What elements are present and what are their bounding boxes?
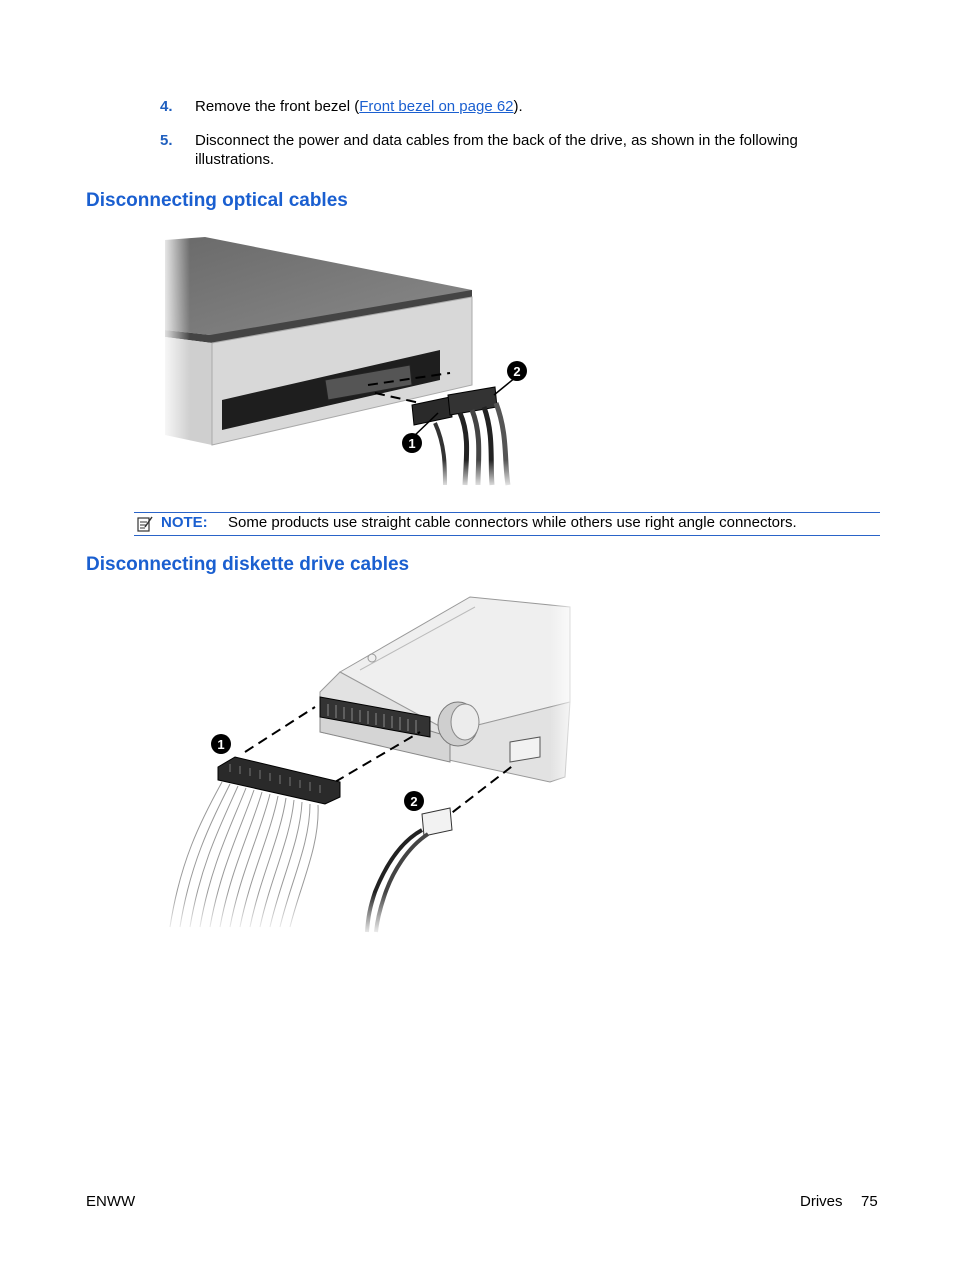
section-heading-diskette: Disconnecting diskette drive cables: [86, 554, 410, 575]
step-number: 4.: [160, 98, 173, 115]
front-bezel-link[interactable]: Front bezel on page 62: [359, 98, 514, 115]
callout-1-label: 1: [217, 737, 225, 752]
diskette-drive-illustration: [160, 592, 580, 937]
callout-1-label: 1: [408, 436, 416, 451]
step-number: 5.: [160, 132, 173, 149]
note-label: NOTE:: [161, 514, 208, 531]
step-text: Remove the front bezel (Front bezel on page 62).: [195, 98, 523, 115]
note-box: [134, 512, 880, 536]
step-5: [160, 131, 860, 169]
step-text: Disconnect the power and data cables from the back of the drive, as shown in the following illustrations.: [195, 132, 798, 168]
step-4: [160, 97, 860, 116]
optical-drive-illustration: [160, 235, 540, 490]
footer-section: Drives: [800, 1193, 843, 1210]
callout-2-label: 2: [410, 794, 418, 809]
page-number: 75: [861, 1193, 878, 1210]
note-text: Some products use straight cable connectors while others use right angle connectors.: [228, 514, 797, 531]
section-heading-optical: Disconnecting optical cables: [86, 190, 348, 211]
callout-2-label: 2: [513, 364, 521, 379]
note-pad-icon: [136, 515, 154, 533]
footer-left: ENWW: [86, 1193, 136, 1210]
